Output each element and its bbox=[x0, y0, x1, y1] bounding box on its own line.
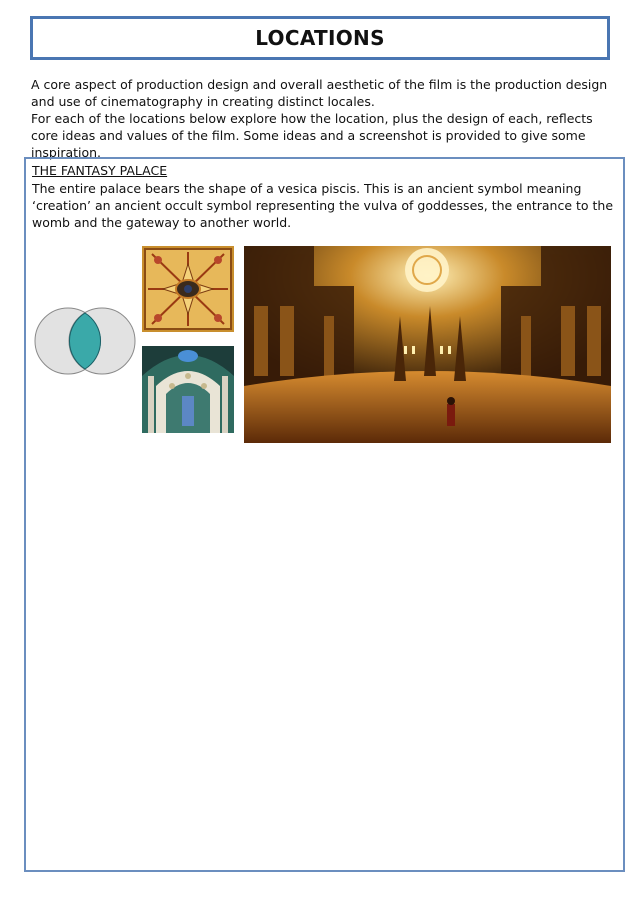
fantasy-palace-screenshot bbox=[244, 246, 611, 443]
page-title: LOCATIONS bbox=[255, 26, 385, 50]
section-heading: THE FANTASY PALACE bbox=[32, 163, 168, 178]
vesica-piscis-diagram bbox=[34, 305, 138, 377]
intro-text bbox=[31, 76, 609, 161]
cathedral-ceiling-image bbox=[142, 346, 234, 433]
fantasy-palace-section bbox=[24, 157, 625, 872]
mandala-image bbox=[142, 246, 234, 332]
section-text: The entire palace bears the shape of a vesica piscis. This is an ancient symbol meaning ‘creation’ an ancient occult symbol representing the vulva of goddesses, the entrance to the womb and the gateway to another world. bbox=[32, 181, 614, 230]
title-box bbox=[30, 16, 610, 60]
intro-paragraph-2: For each of the locations below explore how the location, plus the design of each, reflects core ideas and values of the film. Some ideas and a screenshot is provided to give some inspiration. bbox=[31, 111, 593, 160]
intro-paragraph-1: A core aspect of production design and overall aesthetic of the film is the production design and use of cinematography in creating distinct locales. bbox=[31, 77, 608, 109]
